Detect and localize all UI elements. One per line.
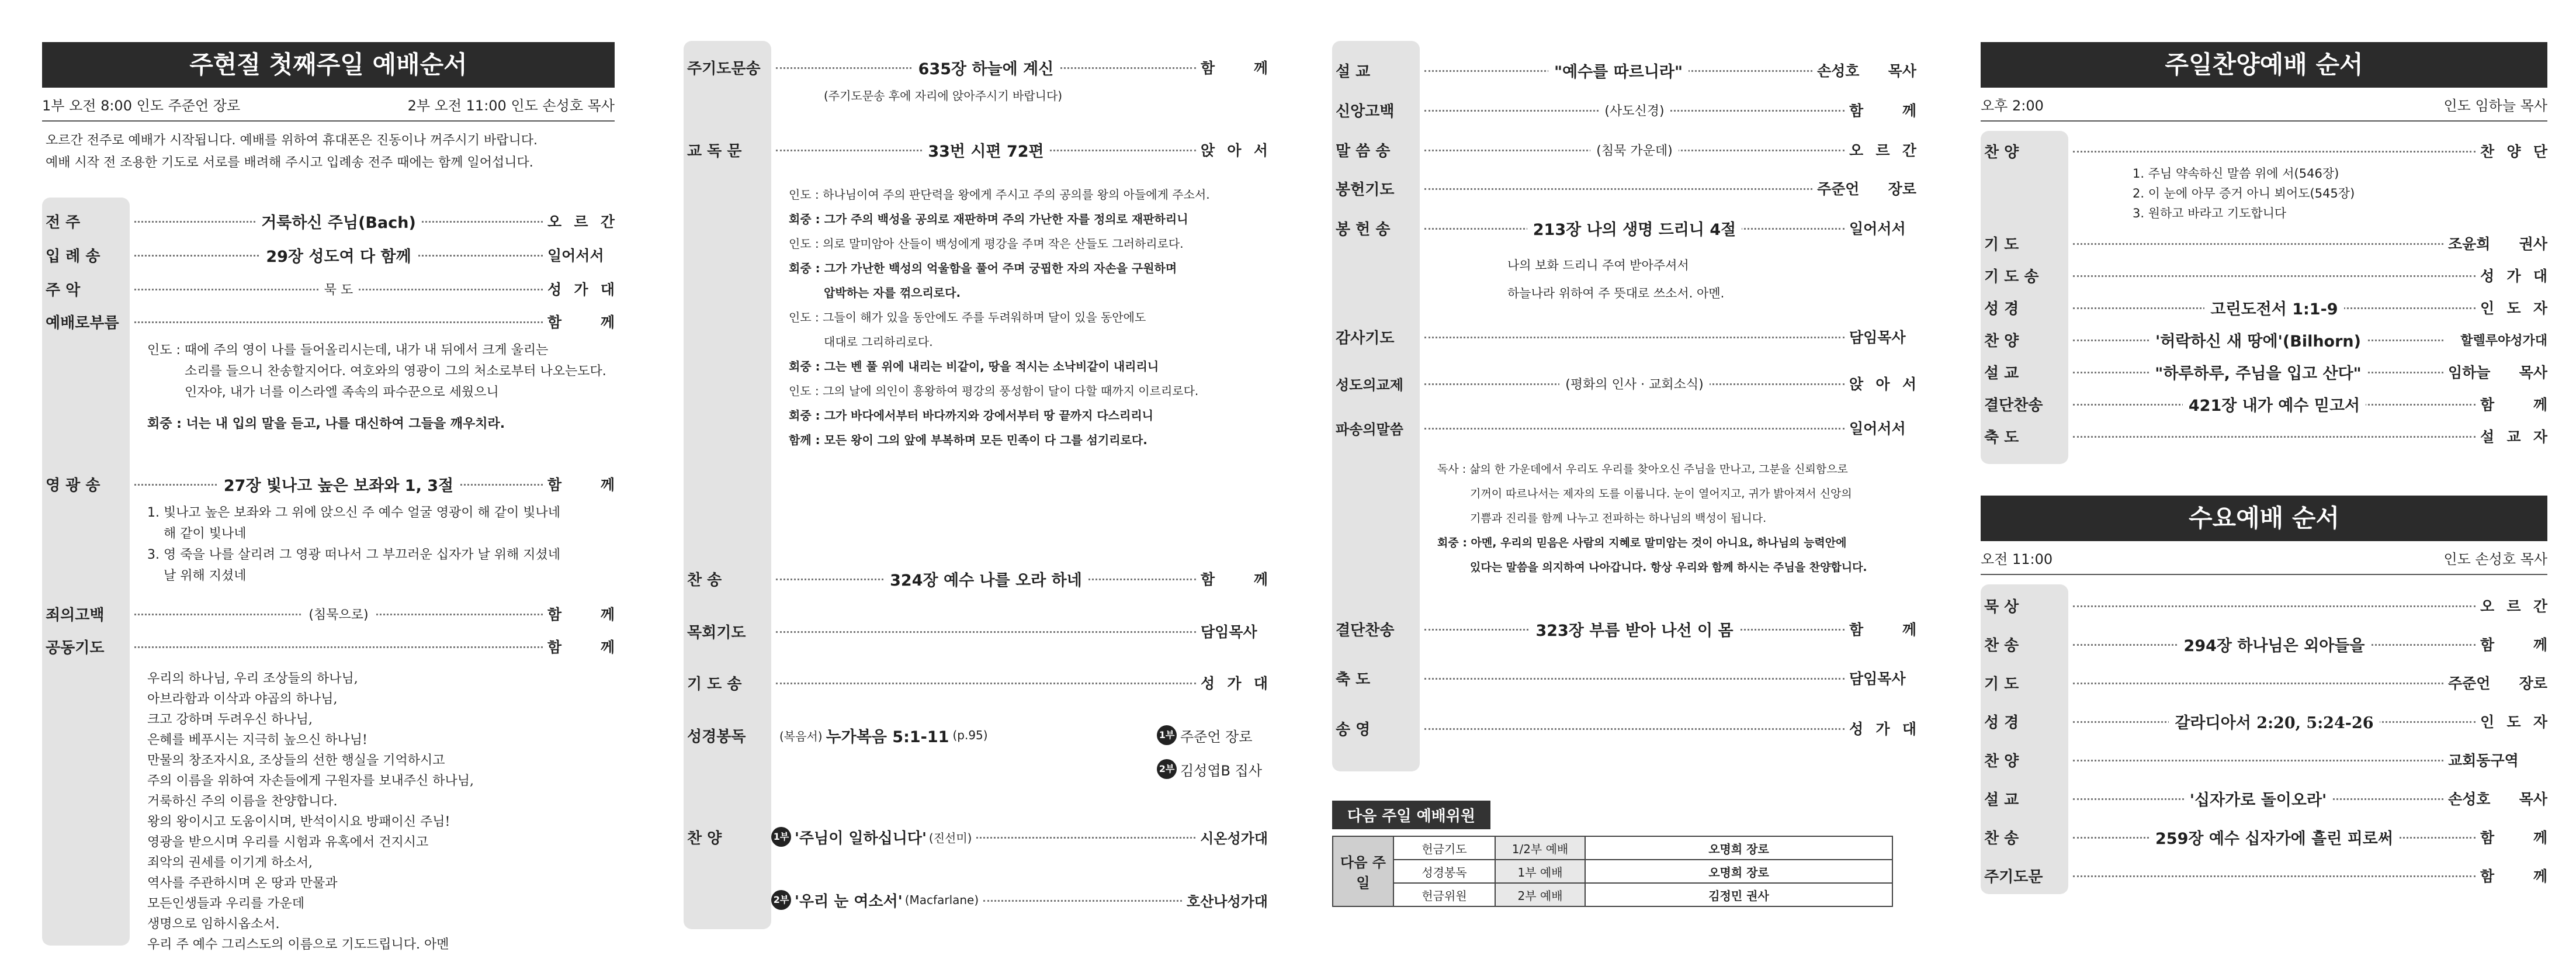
anthem-row xyxy=(684,888,1268,912)
row-label: 공동기도 xyxy=(46,639,105,657)
name-cell: 오명희 장로 xyxy=(1585,860,1892,883)
duty-cell: 헌금위원 xyxy=(1393,883,1495,906)
dot-leader xyxy=(134,210,543,233)
column-service-continued xyxy=(684,0,1268,966)
row-role: 앉 아 서 xyxy=(1849,376,1916,393)
row-label: 성도의교제 xyxy=(1336,376,1403,393)
row-label: 전 주 xyxy=(46,213,81,231)
scripture-pre: (복음서) xyxy=(779,729,823,743)
row-label: 목회기도 xyxy=(687,624,746,642)
row-label: 찬 양 xyxy=(1984,332,2019,350)
row-role: 오 르 간 xyxy=(547,213,615,230)
prayer-line: 주의 이름을 위하여 자손들에게 구원자를 보내주신 하나님, xyxy=(147,774,474,788)
dot-leader xyxy=(134,605,543,623)
dot-leader xyxy=(1424,59,1812,82)
name-cell: 김정민 권사 xyxy=(1585,883,1892,906)
order-row xyxy=(684,671,1268,694)
wednesday-info xyxy=(1981,541,2547,575)
order-row xyxy=(1981,328,2547,351)
dot-leader xyxy=(134,244,543,266)
dot-leader xyxy=(1424,141,1845,159)
row-note: (주기도문송 후에 자리에 앉아주시기 바랍니다) xyxy=(824,89,1063,103)
service-cell: 1부 예배 xyxy=(1495,860,1585,883)
prayer-line: 은혜를 베푸시는 지극히 높으신 하나님! xyxy=(147,733,367,747)
dot-leader xyxy=(134,280,543,298)
scripture-reader-1 xyxy=(1157,725,1268,746)
row-label: 묵 상 xyxy=(1984,598,2019,616)
row-role: 인 도 자 xyxy=(2480,300,2547,317)
name-cell: 오명희 장로 xyxy=(1585,836,1892,860)
dot-leader xyxy=(776,56,1196,79)
row-role: 함 께 xyxy=(2480,396,2547,413)
row-label: 설 교 xyxy=(1336,63,1371,81)
sending-words xyxy=(1437,457,1922,580)
afternoon-order xyxy=(1981,122,2547,484)
row-text: 213장 나의 생명 드리니 4절 xyxy=(1527,217,1742,240)
dot-leader xyxy=(1424,375,1845,393)
row-label: 예배로부름 xyxy=(46,314,119,332)
row-role: 주준언 장로 xyxy=(1817,181,1916,198)
sending-line: 기쁨과 진리를 함께 나누고 전파하는 하나님의 백성이 됩니다. xyxy=(1470,512,1767,525)
row-label: 기 도 xyxy=(1984,236,2019,254)
dot-leader xyxy=(2073,787,2443,810)
dot-leader xyxy=(2073,826,2476,849)
prayer-line: 생명으로 임하시옵소서. xyxy=(147,917,280,932)
prayer-line: 거룩하신 주의 이름을 찬양합니다. xyxy=(147,794,338,809)
row-label: 축 도 xyxy=(1984,428,2019,446)
call-line: 인도 : 때에 주의 영이 나를 들어올리시는데, 내가 내 뒤에서 크게 울리는 xyxy=(147,343,549,358)
reading-line: 인도 : 그들이 해가 있을 동안에도 주를 두려워하며 달이 있을 동안에도 xyxy=(789,310,1146,324)
prayer-line: 왕의 왕이시고 도움이시며, 반석이시요 방패이신 주님! xyxy=(147,815,450,829)
lyric-line: 나의 보화 드리니 주여 받아주셔서 xyxy=(1507,258,1689,272)
row-role: 함 께 xyxy=(2480,636,2547,653)
row-role: 담임목사 xyxy=(1201,624,1257,640)
row-label: 봉헌기도 xyxy=(1336,181,1395,199)
hymn-lyrics xyxy=(147,503,615,587)
anthem-title: '우리 눈 여소서' xyxy=(795,892,903,910)
order-row xyxy=(42,209,615,233)
order-row xyxy=(1332,416,1916,439)
order-row xyxy=(1332,98,1916,122)
row-label: 성 경 xyxy=(1984,300,2019,318)
anthem-choir: 시온성가대 xyxy=(1200,830,1268,847)
row-label: 찬 송 xyxy=(687,571,722,589)
praise-line: 1. 주님 약속하신 말씀 위에 서(546장) xyxy=(2133,167,2339,181)
order-row xyxy=(1332,325,1916,348)
column-sermon xyxy=(1332,0,1916,966)
duty-cell: 헌금기도 xyxy=(1393,836,1495,860)
scripture-row xyxy=(684,723,1268,747)
row-role: 인 도 자 xyxy=(2480,714,2547,730)
order-row xyxy=(42,602,615,625)
offering-lyrics xyxy=(1507,251,1858,307)
row-text: "예수를 따르니라" xyxy=(1548,59,1689,82)
label-sidebar xyxy=(684,41,771,929)
order-row xyxy=(1332,138,1916,161)
prayer-line: 죄악의 권세를 이기게 하소서, xyxy=(147,856,313,870)
dot-leader xyxy=(2073,328,2443,351)
order-row xyxy=(1981,360,2547,383)
row-label: 기 도 xyxy=(1984,675,2019,693)
row-label: 주 악 xyxy=(46,281,81,299)
row-role: 성 가 대 xyxy=(2480,268,2547,285)
order-row xyxy=(1981,748,2547,771)
anthem-row xyxy=(684,825,1268,849)
row-text: 29장 성도여 다 함께 xyxy=(260,244,417,266)
row-label: 신앙고백 xyxy=(1336,102,1395,120)
row-label: 영 광 송 xyxy=(46,476,100,494)
wednesday-title: 수요예배 순서 xyxy=(1981,496,2547,541)
dot-leader xyxy=(1424,618,1845,640)
dot-leader xyxy=(776,567,1196,590)
praise-line: 2. 이 눈에 아무 증거 아니 뵈어도(545장) xyxy=(2133,186,2355,200)
row-text: (사도신경) xyxy=(1599,101,1670,119)
row-label: 기 도 송 xyxy=(1984,268,2039,286)
sending-line: 기꺼이 따르나서는 제자의 도를 이룹니다. 눈이 열어지고, 귀가 밝아져서 신앙의 xyxy=(1470,487,1852,500)
intro-text xyxy=(42,122,615,180)
row-text: 635장 하늘에 계신 xyxy=(913,56,1060,79)
order-row xyxy=(684,56,1268,79)
row-label: 성경봉독 xyxy=(687,728,746,746)
afternoon-title: 주일찬양예배 순서 xyxy=(1981,42,2547,88)
row-role: 조윤희 권사 xyxy=(2448,236,2547,252)
order-row xyxy=(1981,671,2547,694)
scripture-ref: 누가복음 5:1-11 xyxy=(826,728,949,746)
row-role: 담임목사 xyxy=(1849,670,1906,687)
order-body xyxy=(1332,0,1916,966)
anthem-composer: (진선미) xyxy=(928,830,972,845)
dot-leader xyxy=(1424,217,1845,240)
order-row xyxy=(1981,424,2547,448)
row-role: 임하늘 목사 xyxy=(2448,364,2547,381)
dot-leader xyxy=(2073,296,2476,319)
call-line: 회중 : 너는 내 입의 말을 듣고, 나를 대신하여 그들을 깨우치라. xyxy=(147,417,505,431)
lyric-line: 하늘나라 위하여 주 뜻대로 쓰소서. 아멘. xyxy=(1507,286,1725,300)
order-row xyxy=(1981,264,2547,287)
row-label: 말 씀 송 xyxy=(1336,142,1391,160)
row-text: '십자가로 돌이오라' xyxy=(2184,787,2333,810)
call-line: 인자야, 내가 너를 이스라엘 족속의 파수꾼으로 세웠으니 xyxy=(185,385,499,400)
row-text: 갈라디아서 2:20, 5:24-26 xyxy=(2169,710,2379,733)
row-role: 함 께 xyxy=(2480,829,2547,846)
part-2-badge: 2부 xyxy=(1157,759,1177,779)
prayer-line: 역사를 주관하시며 온 땅과 만물과 xyxy=(147,876,338,891)
row-label: 파송의말씀 xyxy=(1336,421,1403,438)
reader-name: 김성엽B 집사 xyxy=(1180,762,1263,779)
row-text: 324장 예수 나를 오라 하네 xyxy=(884,567,1088,590)
row-text: 묵 도 xyxy=(318,280,359,298)
row-label: 찬 송 xyxy=(1984,636,2019,655)
reading-line: 대대로 그리하리로다. xyxy=(824,335,933,349)
service-times xyxy=(42,88,615,122)
part-1-badge: 1부 xyxy=(1157,725,1177,745)
row-role: 찬 양 단 xyxy=(2480,143,2547,160)
dot-leader xyxy=(2073,361,2443,383)
scripture-reader-2 xyxy=(1157,757,1268,781)
order-row xyxy=(1332,372,1916,395)
order-body xyxy=(42,180,615,952)
wednesday-time: 오전 11:00 xyxy=(1981,550,2053,567)
row-label: 봉 헌 송 xyxy=(1336,220,1391,238)
row-text: 33번 시편 72편 xyxy=(922,139,1049,161)
row-label: 결단찬송 xyxy=(1336,621,1395,639)
row-role: 주준언 장로 xyxy=(2448,675,2547,692)
order-row xyxy=(42,277,615,300)
row-role: 일어서서 xyxy=(1849,420,1906,437)
row-text: (평화의 인사 · 교회소식) xyxy=(1559,375,1709,393)
row-role: 함 께 xyxy=(547,639,615,656)
row-label: 설 교 xyxy=(1984,791,2019,809)
dot-leader xyxy=(2073,633,2476,656)
reading-line: 인도 : 하나님이여 주의 판단력을 왕에게 주시고 주의 공의를 왕의 아들에게 주소서. xyxy=(789,188,1210,202)
row-text: 421장 내가 예수 믿고서 xyxy=(2183,393,2366,416)
row-label: 축 도 xyxy=(1336,670,1371,688)
order-row xyxy=(1332,716,1916,740)
order-row xyxy=(1981,787,2547,810)
row-role: 성 가 대 xyxy=(1201,675,1268,692)
duty-cell: 성경봉독 xyxy=(1393,860,1495,883)
service-1-info: 1부 오전 8:00 인도 주준언 장로 xyxy=(42,97,241,114)
reading-line: 압박하는 자를 꺾으리로다. xyxy=(824,286,961,300)
order-body xyxy=(684,0,1268,966)
dot-leader xyxy=(776,139,1196,161)
order-row xyxy=(1332,216,1916,240)
row-role: 오 르 간 xyxy=(1849,142,1916,159)
row-label: 교 독 문 xyxy=(687,142,742,160)
order-row xyxy=(42,635,615,658)
reading-line: 회중 : 그가 바다에서부터 바다까지와 강에서부터 땅 끝까지 다스리리니 xyxy=(789,408,1153,423)
row-role: 함 께 xyxy=(1849,621,1916,638)
row-text: (침묵 가운데) xyxy=(1590,141,1678,159)
dot-leader xyxy=(2073,710,2476,733)
row-role: 교회동구역 xyxy=(2448,752,2519,769)
order-row xyxy=(1981,864,2547,887)
order-row xyxy=(1981,392,2547,416)
order-row xyxy=(42,310,615,333)
row-text: "하루하루, 주님을 입고 산다" xyxy=(2149,361,2367,383)
service-2-info: 2부 오전 11:00 인도 손성호 목사 xyxy=(407,97,615,114)
lyric-line: 해 같이 빛나네 xyxy=(164,527,247,541)
sending-line: 회중 : 아멘, 우리의 믿음은 사람의 지혜로 말미암는 것이 아니요, 하나님의 능력안에 xyxy=(1437,536,1847,549)
row-label: 주기도문송 xyxy=(687,60,761,78)
row-label: 기 도 송 xyxy=(687,675,742,693)
order-row xyxy=(684,619,1268,643)
order-row xyxy=(1981,296,2547,319)
scripture-page: (p.95) xyxy=(952,728,988,742)
row-role: 설 교 자 xyxy=(2480,428,2547,445)
row-role: 손성호 목사 xyxy=(2448,791,2547,808)
column-main-service xyxy=(42,0,615,966)
row-label: 감사기도 xyxy=(1336,329,1395,347)
sending-line: 독사 : 삶의 한 가운데에서 우리도 우리를 찾아오신 주님을 만나고, 그분을 신뢰함으로 xyxy=(1437,463,1848,476)
call-to-worship xyxy=(147,340,615,435)
row-label: 찬 송 xyxy=(1984,829,2019,847)
order-row xyxy=(1981,594,2547,617)
row-role: 함 께 xyxy=(2480,868,2547,885)
row-role: 성 가 대 xyxy=(547,281,615,298)
sending-line: 있다는 말씀을 의지하여 나아갑니다. 항상 우리와 함께 하시는 주님을 찬양합니다. xyxy=(1470,561,1867,574)
dot-leader xyxy=(134,473,543,496)
prayer-line: 모든인생들과 우리를 가운데 xyxy=(147,896,305,911)
row-label: 결단찬송 xyxy=(1984,396,2043,414)
afternoon-info xyxy=(1981,88,2547,122)
praise-line: 3. 원하고 바라고 기도합니다 xyxy=(2133,206,2287,220)
reading-line: 회중 : 그는 벤 풀 위에 내리는 비같이, 땅을 적시는 소낙비같이 내리리니 xyxy=(789,359,1159,373)
scripture-text xyxy=(771,724,1157,747)
afternoon-time: 오후 2:00 xyxy=(1981,97,2044,114)
row-label: 송 영 xyxy=(1336,721,1371,739)
row-text: (침묵으로) xyxy=(303,605,374,623)
wednesday-leader: 인도 손성호 목사 xyxy=(2443,550,2547,567)
order-row xyxy=(1981,632,2547,656)
table-row xyxy=(1333,860,1892,883)
part-2-badge: 2부 xyxy=(771,890,791,910)
service-cell: 2부 예배 xyxy=(1495,883,1585,906)
anthem-title: '주님이 일하십니다' xyxy=(795,829,927,847)
reading-line: 인도 : 그의 날에 의인이 흥왕하여 평강의 풍성함이 달이 다할 때까지 이르리로다. xyxy=(789,384,1199,398)
row-text: 323장 부름 받아 나선 이 몸 xyxy=(1530,618,1739,640)
table-row xyxy=(1333,883,1892,906)
row-label: 찬 양 xyxy=(1984,143,2019,161)
order-row xyxy=(684,567,1268,590)
order-row xyxy=(1332,176,1916,200)
row-label: 설 교 xyxy=(1984,364,2019,382)
row-role: 앉 아 서 xyxy=(1201,142,1268,159)
order-row xyxy=(1981,825,2547,849)
row-label: 죄의고백 xyxy=(46,606,105,624)
column-afternoon-wednesday xyxy=(1981,0,2547,966)
row-label: 찬 양 xyxy=(1984,752,2019,770)
row-role: 성 가 대 xyxy=(1849,721,1916,738)
praise-list xyxy=(2133,164,2483,223)
row-role: 함 께 xyxy=(1201,571,1268,588)
row-role: 함 께 xyxy=(1201,60,1268,77)
prayer-line: 크고 강하며 두려우신 하나님, xyxy=(147,712,313,727)
row-role: 함 께 xyxy=(547,606,615,623)
row-role: 오 르 간 xyxy=(2480,598,2547,615)
row-text: 거룩하신 주님(Bach) xyxy=(255,210,422,233)
prayer-line: 영광을 받으시며 우리를 시험과 유혹에서 건지시고 xyxy=(147,835,429,850)
row-role: 일어서서 xyxy=(547,247,604,264)
prayer-line: 우리의 하나님, 우리 조상들의 하나님, xyxy=(147,671,358,686)
table-row xyxy=(1333,836,1892,860)
row-role: 할렐루야성가대 xyxy=(2460,333,2547,348)
reading-line: 회중 : 그가 가난한 백성의 억울함을 풀어 주며 궁핍한 자의 자손을 구원하며 xyxy=(789,261,1177,275)
anthem-choir: 호산나성가대 xyxy=(1186,893,1268,910)
dot-leader xyxy=(2073,393,2476,416)
row-label: 입 례 송 xyxy=(46,247,100,265)
row-text: 294장 하나님은 외아들을 xyxy=(2178,633,2371,656)
row-role: 함 께 xyxy=(1849,102,1916,119)
row-role: 손성호 목사 xyxy=(1817,63,1916,79)
order-row xyxy=(1981,231,2547,255)
service-title: 주현절 첫째주일 예배순서 xyxy=(42,42,615,88)
order-row xyxy=(1332,666,1916,690)
wednesday-order xyxy=(1981,575,2547,902)
row-label: 주기도문 xyxy=(1984,868,2043,886)
anthem-composer: (Macfarlane) xyxy=(904,893,979,907)
committee-title: 다음 주일 예배위원 xyxy=(1332,801,1490,829)
lyric-line: 날 위해 지셨네 xyxy=(164,569,247,583)
reading-line: 회중 : 그가 주의 백성을 공의로 재판하며 주의 가난한 자를 정의로 재판하리니 xyxy=(789,212,1188,226)
row-text: '허락하신 새 땅에'(Bilhorn) xyxy=(2149,328,2367,351)
order-row xyxy=(42,472,615,496)
lyric-line: 3. 영 죽을 나를 살리려 그 영광 떠나서 그 부끄러운 십자가 날 위해 지셨네 xyxy=(147,548,560,562)
order-row xyxy=(1332,617,1916,640)
row-role: 함 께 xyxy=(547,476,615,493)
reading-line: 인도 : 의로 말미암아 산들이 백성에게 평강을 주며 작은 산들도 그러하리로다. xyxy=(789,237,1184,251)
committee-head: 다음 주일 xyxy=(1333,836,1393,906)
order-row xyxy=(1981,139,2547,162)
afternoon-leader: 인도 임하늘 목사 xyxy=(2443,97,2547,114)
order-row xyxy=(1981,709,2547,733)
row-label: 찬 양 xyxy=(687,829,722,847)
row-role: 함 께 xyxy=(547,314,615,331)
common-prayer xyxy=(147,669,615,955)
order-row xyxy=(684,138,1268,161)
row-text: 259장 예수 십자가에 흘린 피로써 xyxy=(2149,826,2399,849)
order-row xyxy=(1332,58,1916,82)
service-cell: 1/2부 예배 xyxy=(1495,836,1585,860)
intro-line-2: 예배 시작 전 조용한 기도로 서로를 배려해 주시고 입례송 전주 때에는 함께 일어섭니다. xyxy=(46,155,533,170)
prayer-line: 아브라함과 이삭과 야곱의 하나님, xyxy=(147,692,338,707)
row-text: 27장 빛나고 높은 보좌와 1, 3절 xyxy=(218,473,459,496)
call-line: 소리를 들으니 찬송할지어다. 여호와의 영광이 그의 처소로부터 나오는도다. xyxy=(185,364,606,379)
row-text: 고린도전서 1:1-9 xyxy=(2204,296,2343,319)
order-row xyxy=(42,243,615,266)
prayer-line: 우리 주 예수 그리스도의 이름으로 기도드립니다. 아멘 xyxy=(147,937,449,952)
reading-line: 함께 : 모든 왕이 그의 앞에 부복하며 모든 민족이 다 그를 섬기리로다. xyxy=(789,433,1147,447)
responsive-reading xyxy=(789,182,1268,452)
prayer-line: 만물의 창조자시요, 조상들의 선한 행실을 기억하시고 xyxy=(147,753,445,768)
part-1-badge: 1부 xyxy=(771,827,791,847)
committee-table xyxy=(1332,836,1893,907)
intro-line-1: 오르간 전주로 예배가 시작됩니다. 예배를 위하여 휴대폰은 진동이나 꺼주시기 바랍니다. xyxy=(46,133,538,148)
reader-name: 주준언 장로 xyxy=(1180,728,1253,745)
row-role: 담임목사 xyxy=(1849,329,1906,346)
row-label: 성 경 xyxy=(1984,714,2019,732)
dot-leader xyxy=(1424,101,1845,119)
row-role: 일어서서 xyxy=(1849,220,1906,237)
lyric-line: 1. 빛나고 높은 보좌와 그 위에 앉으신 주 예수 얼굴 영광이 해 같이 빛나네 xyxy=(147,505,560,520)
